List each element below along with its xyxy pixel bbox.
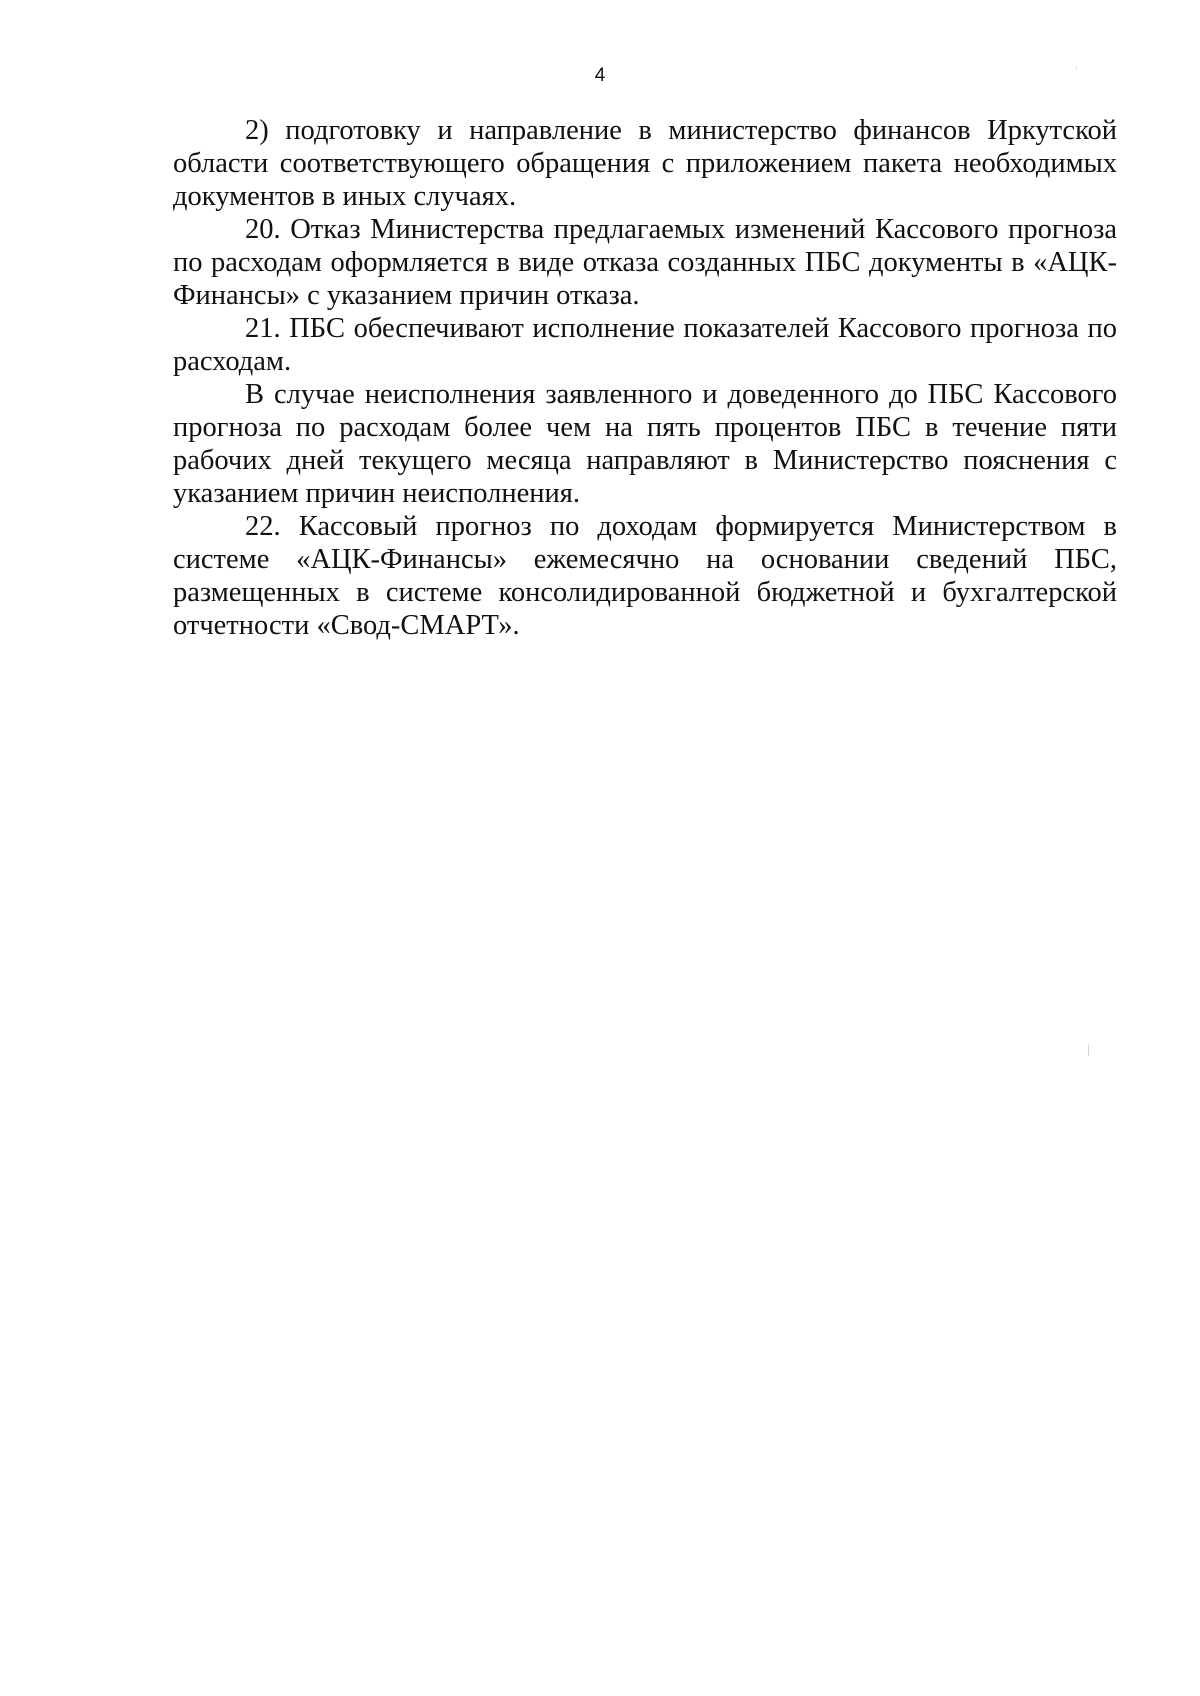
page-number: 4 xyxy=(594,65,606,86)
scan-artifact-mark xyxy=(1088,1044,1089,1056)
document-body xyxy=(173,114,1117,642)
paragraph-clause-20: 20. Отказ Министерства предлагаемых изменений Кассового прогноза по расходам оформляется в виде отказа созданных ПБС документы в «АЦК-Финансы» с указанием причин отказа. xyxy=(173,214,1117,311)
paragraph-clause-21: 21. ПБС обеспечивают исполнение показателей Кассового прогноза по расходам. xyxy=(173,313,1117,377)
paragraph-item-2: 2) подготовку и направление в министерство финансов Иркутской области соответствующего обращения с приложением пакета необходимых документов в иных случаях. xyxy=(173,115,1117,212)
scan-artifact-mark xyxy=(1076,66,1077,69)
paragraph-non-execution: В случае неисполнения заявленного и доведенного до ПБС Кассового прогноза по расходам более чем на пять процентов ПБС в течение пяти рабочих дней текущего месяца направляют в Министерство пояснения с указанием причин неисполнения. xyxy=(173,379,1117,509)
paragraph-clause-22: 22. Кассовый прогноз по доходам формируется Министерством в системе «АЦК-Финансы» ежемесячно на основании сведений ПБС, размещенных в системе консолидированной бюджетной и бухгалтерской отчетности «Свод-СМАРТ». xyxy=(173,511,1117,641)
